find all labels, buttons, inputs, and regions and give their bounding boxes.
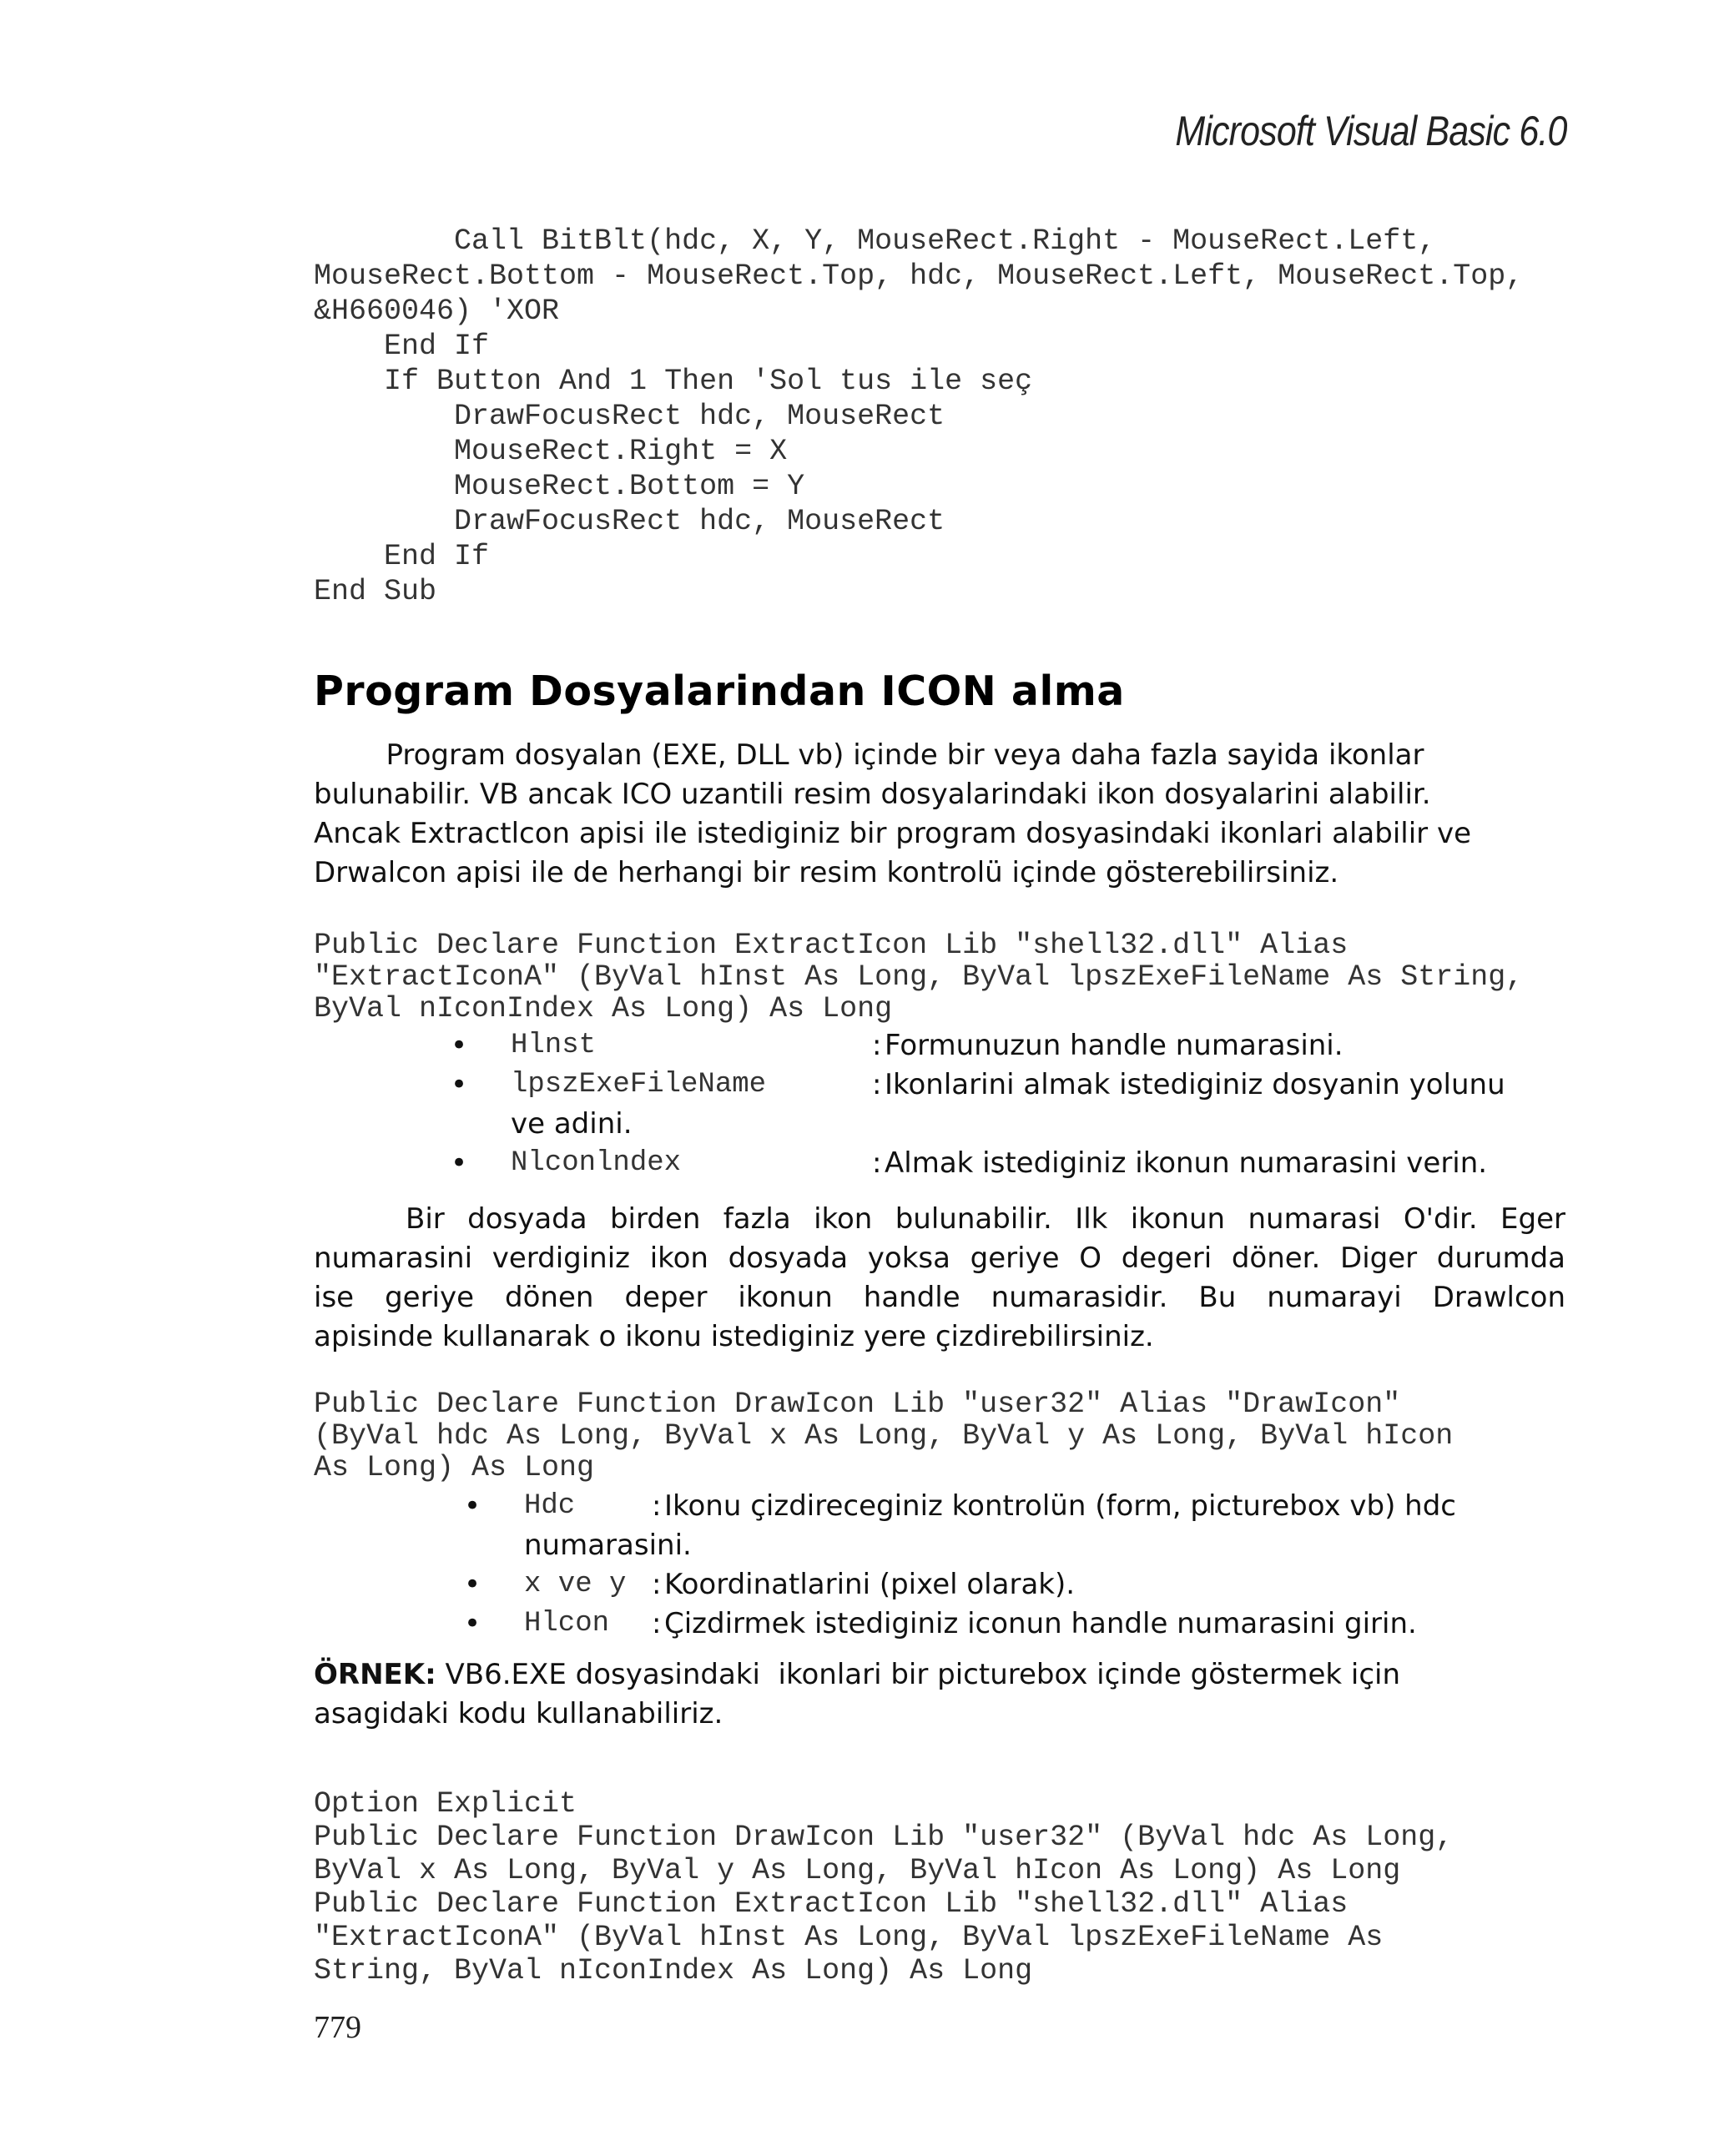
separator: :: [652, 1568, 662, 1601]
code-line: "ExtractIconA" (ByVal hInst As Long, ByVal lpszExeFileName As: [314, 1921, 1384, 1954]
parameter-name: lpszExeFileName: [511, 1069, 767, 1101]
parameter-description-continued: ve adini.: [511, 1107, 633, 1141]
parameter-description: Çizdirmek istediginiz iconun handle numarasini girin.: [664, 1607, 1417, 1640]
parameter-description: Koordinatlarini (pixel olarak).: [664, 1568, 1076, 1601]
parameter-item: [464, 1565, 1569, 1604]
separator: :: [652, 1489, 662, 1523]
code-block-drawicon-declare: [314, 1388, 1582, 1484]
code-line: DrawFocusRect hdc, MouseRect: [314, 505, 945, 538]
code-line: End Sub: [314, 575, 437, 608]
page-number: 779: [314, 2010, 361, 2045]
bullet-icon: •: [451, 1029, 468, 1062]
separator: :: [872, 1068, 882, 1101]
paragraph-line: apisinde kullanarak o ikonu istediginiz yere çizdirebilirsiniz.: [314, 1320, 1154, 1353]
parameter-list-extracticon: [451, 1026, 1569, 1183]
separator: :: [652, 1607, 662, 1640]
code-line: Call BitBlt(hdc, X, Y, MouseRect.Right - MouseRect.Left,: [314, 224, 1436, 258]
example-line: [314, 1655, 1565, 1695]
code-line: Public Declare Function ExtractIcon Lib "shell32.dll" Alias: [314, 1887, 1349, 1921]
paragraph-line: Bir dosyada birden fazla ikon bulunabilir. Ilk ikonun numarasi O'dir. Eger: [406, 1202, 1565, 1236]
intro-paragraph: [314, 736, 1565, 893]
code-block-bitblt: [314, 224, 1582, 609]
parameter-name: Hlcon: [524, 1608, 610, 1640]
code-line: Public Declare Function DrawIcon Lib "user32" (ByVal hdc As Long,: [314, 1821, 1454, 1854]
code-block-example: [314, 1787, 1582, 1987]
code-line: End If: [314, 540, 490, 573]
bullet-icon: •: [464, 1568, 481, 1601]
example-paragraph: [314, 1655, 1565, 1734]
paragraph-line: Program dosyalan (EXE, DLL vb) içinde bir veya daha fazla sayida ikonlar: [314, 738, 1424, 772]
bullet-icon: •: [451, 1068, 468, 1101]
separator: :: [872, 1146, 882, 1180]
parameter-description: Almak istediginiz ikonun numarasini verin.: [885, 1146, 1488, 1180]
code-line: Option Explicit: [314, 1787, 577, 1821]
paragraph-line: Drwalcon apisi ile de herhangi bir resim kontrolü içinde gösterebilirsiniz.: [314, 856, 1339, 889]
example-text: VB6.EXE dosyasindaki ikonlari bir picturebox içinde göstermek için: [436, 1658, 1401, 1691]
example-label: ÖRNEK:: [314, 1658, 436, 1691]
parameter-name: Hlnst: [511, 1030, 597, 1061]
code-line: If Button And 1 Then 'Sol tus ile seç: [314, 365, 1033, 398]
code-line: "ExtractIconA" (ByVal hInst As Long, ByVal lpszExeFileName As String,: [314, 960, 1524, 994]
code-line: End If: [314, 330, 490, 363]
parameter-description: Ikonlarini almak istediginiz dosyanin yolunu: [885, 1068, 1505, 1101]
parameter-item: [451, 1144, 1569, 1183]
paragraph-icon-numbers: [314, 1200, 1565, 1357]
parameter-item: [451, 1065, 1569, 1144]
code-line: &H660046) 'XOR: [314, 295, 560, 328]
code-line: String, ByVal nIconIndex As Long) As Long: [314, 1954, 1033, 1987]
code-block-extracticon-declare: [314, 929, 1582, 1025]
paragraph-line: bulunabilir. VB ancak ICO uzantili resim dosyalarindaki ikon dosyalarini alabilir.: [314, 778, 1431, 811]
code-line: Public Declare Function ExtractIcon Lib "shell32.dll" Alias: [314, 929, 1349, 962]
parameter-name: x ve y: [524, 1569, 627, 1600]
parameter-description: Ikonu çizdireceginiz kontrolün (form, picturebox vb) hdc: [664, 1489, 1456, 1523]
parameter-list-drawicon: [464, 1487, 1569, 1644]
parameter-item: [464, 1604, 1569, 1644]
code-line: MouseRect.Right = X: [314, 435, 788, 468]
paragraph-line: Ancak Extractlcon apisi ile istediginiz bir program dosyasindaki ikonlari alabilir ve: [314, 817, 1471, 850]
paragraph-line: ise geriye dönen deper ikonun handle numarasidir. Bu numarayi Drawlcon: [314, 1281, 1565, 1314]
example-line: asagidaki kodu kullanabiliriz.: [314, 1697, 723, 1730]
bullet-icon: •: [464, 1607, 481, 1640]
code-line: ByVal nIconIndex As Long) As Long: [314, 992, 893, 1025]
code-line: MouseRect.Bottom - MouseRect.Top, hdc, MouseRect.Left, MouseRect.Top,: [314, 259, 1524, 293]
bullet-icon: •: [451, 1146, 468, 1180]
code-line: (ByVal hdc As Long, ByVal x As Long, ByVal y As Long, ByVal hIcon: [314, 1419, 1454, 1453]
code-line: DrawFocusRect hdc, MouseRect: [314, 400, 945, 433]
separator: :: [872, 1029, 882, 1062]
parameter-item: [464, 1487, 1569, 1565]
code-line: MouseRect.Bottom = Y: [314, 470, 805, 503]
parameter-item: [451, 1026, 1569, 1065]
code-line: ByVal x As Long, ByVal y As Long, ByVal hIcon As Long) As Long: [314, 1854, 1401, 1887]
section-heading: Program Dosyalarindan ICON alma: [314, 667, 1125, 715]
parameter-name: Hdc: [524, 1490, 576, 1522]
bullet-icon: •: [464, 1489, 481, 1523]
parameter-description: Formunuzun handle numarasini.: [885, 1029, 1344, 1062]
paragraph-line: numarasini verdiginiz ikon dosyada yoksa geriye O degeri döner. Diger durumda: [314, 1242, 1565, 1275]
parameter-description-continued: numarasini.: [524, 1529, 692, 1562]
running-header: Microsoft Visual Basic 6.0: [1175, 108, 1567, 154]
parameter-name: Nlconlndex: [511, 1147, 682, 1179]
code-line: Public Declare Function DrawIcon Lib "user32" Alias "DrawIcon": [314, 1388, 1401, 1421]
code-line: As Long) As Long: [314, 1451, 595, 1484]
